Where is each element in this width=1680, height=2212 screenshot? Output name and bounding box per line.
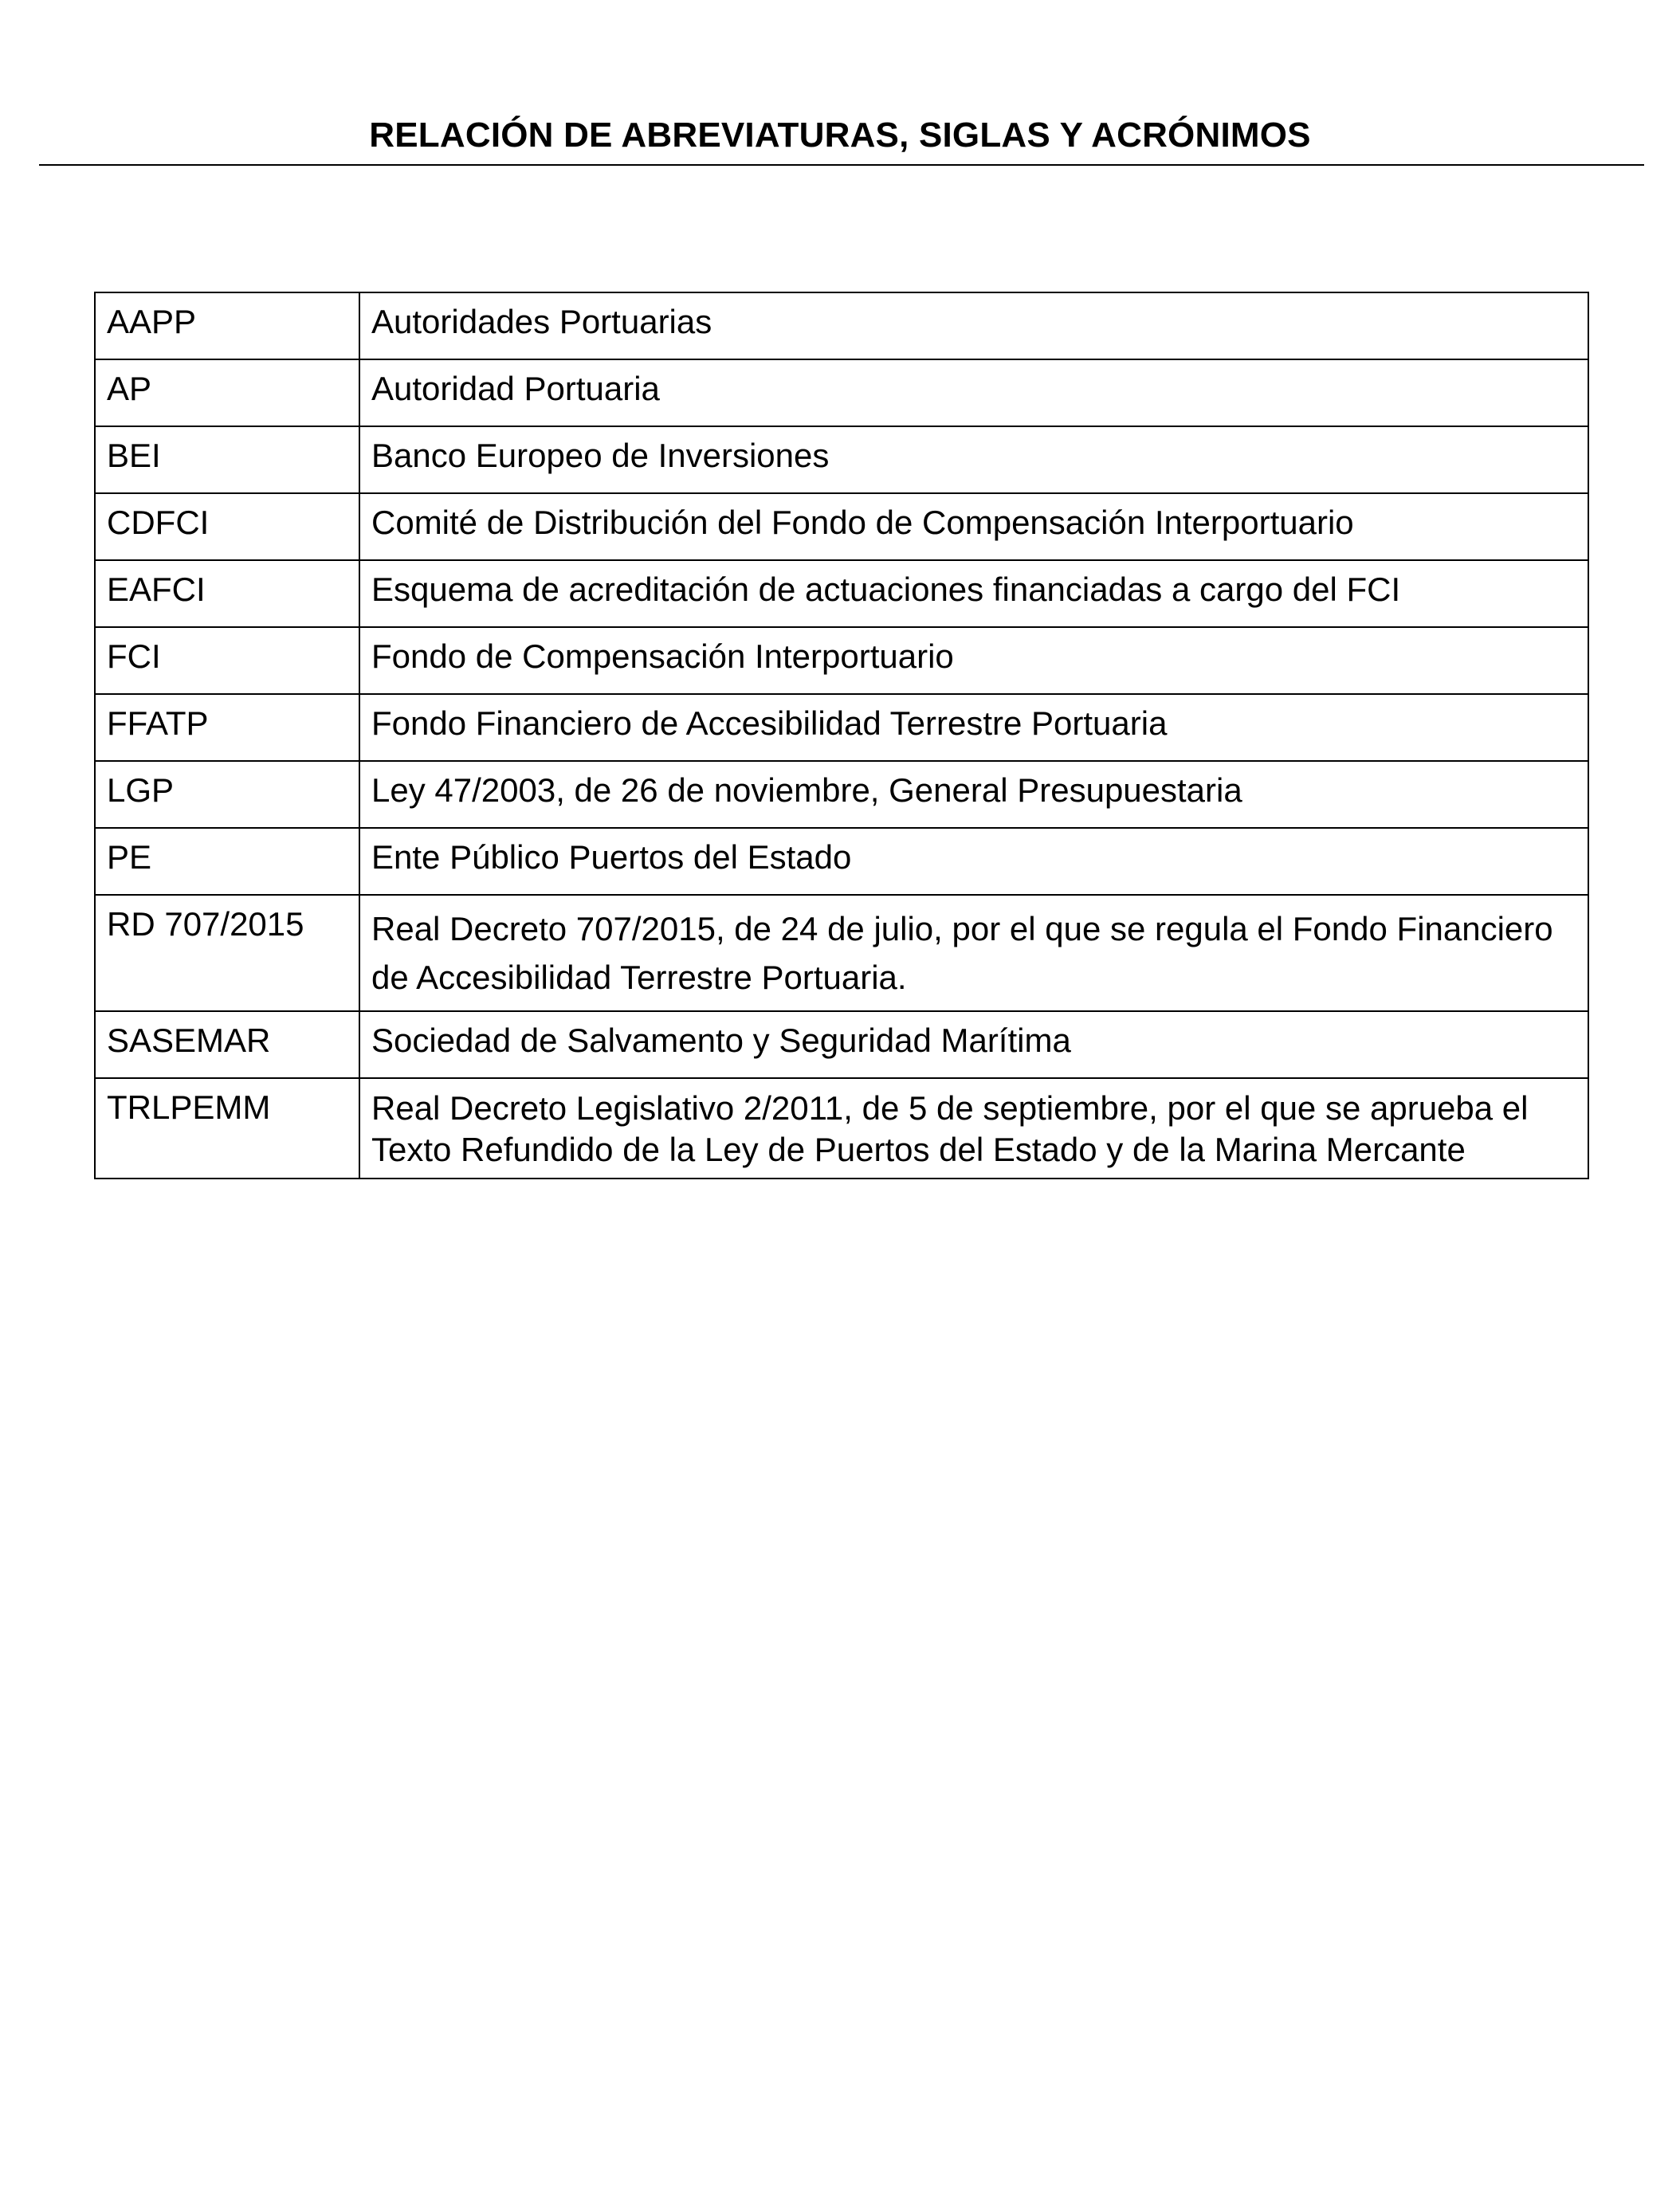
table-row — [95, 359, 1588, 426]
definition-cell: Autoridad Portuaria — [359, 359, 1588, 426]
definition-cell: Fondo de Compensación Interportuario — [359, 627, 1588, 694]
definition-cell: Esquema de acreditación de actuaciones financiadas a cargo del FCI — [359, 560, 1588, 627]
definition-cell: Real Decreto Legislativo 2/2011, de 5 de septiembre, por el que se aprueba el Texto Refundido de la Ley de Puertos del Estado y de la Marina Mercante — [359, 1078, 1588, 1179]
table-row — [95, 426, 1588, 493]
table-row — [95, 292, 1588, 359]
definition-cell: Autoridades Portuarias — [359, 292, 1588, 359]
definition-cell: Banco Europeo de Inversiones — [359, 426, 1588, 493]
page-title: RELACIÓN DE ABREVIATURAS, SIGLAS Y ACRÓNIMOS — [369, 116, 1311, 155]
table-row — [95, 828, 1588, 895]
table-row — [95, 1078, 1588, 1179]
table-row — [95, 627, 1588, 694]
abbreviations-table — [94, 292, 1589, 1179]
table-row — [95, 895, 1588, 1011]
abbreviation-cell: PE — [95, 828, 359, 895]
abbreviation-cell: TRLPEMM — [95, 1078, 359, 1179]
definition-cell: Fondo Financiero de Accesibilidad Terrestre Portuaria — [359, 694, 1588, 761]
table-row — [95, 761, 1588, 828]
abbreviation-cell: AAPP — [95, 292, 359, 359]
abbreviation-cell: CDFCI — [95, 493, 359, 560]
table-row — [95, 1011, 1588, 1078]
abbreviation-cell: FCI — [95, 627, 359, 694]
definition-cell: Comité de Distribución del Fondo de Compensación Interportuario — [359, 493, 1588, 560]
table-row — [95, 493, 1588, 560]
abbreviation-cell: EAFCI — [95, 560, 359, 627]
abbreviation-cell: RD 707/2015 — [95, 895, 359, 1011]
definition-cell: Ley 47/2003, de 26 de noviembre, General Presupuestaria — [359, 761, 1588, 828]
definition-cell: Sociedad de Salvamento y Seguridad Marítima — [359, 1011, 1588, 1078]
title-divider — [39, 164, 1644, 166]
abbreviation-cell: SASEMAR — [95, 1011, 359, 1078]
definition-cell: Real Decreto 707/2015, de 24 de julio, por el que se regula el Fondo Financiero de Accesibilidad Terrestre Portuaria. — [359, 895, 1588, 1011]
abbreviation-cell: BEI — [95, 426, 359, 493]
table-row — [95, 560, 1588, 627]
abbreviation-cell: LGP — [95, 761, 359, 828]
abbreviation-cell: AP — [95, 359, 359, 426]
table-row — [95, 694, 1588, 761]
definition-cell: Ente Público Puertos del Estado — [359, 828, 1588, 895]
abbreviation-cell: FFATP — [95, 694, 359, 761]
